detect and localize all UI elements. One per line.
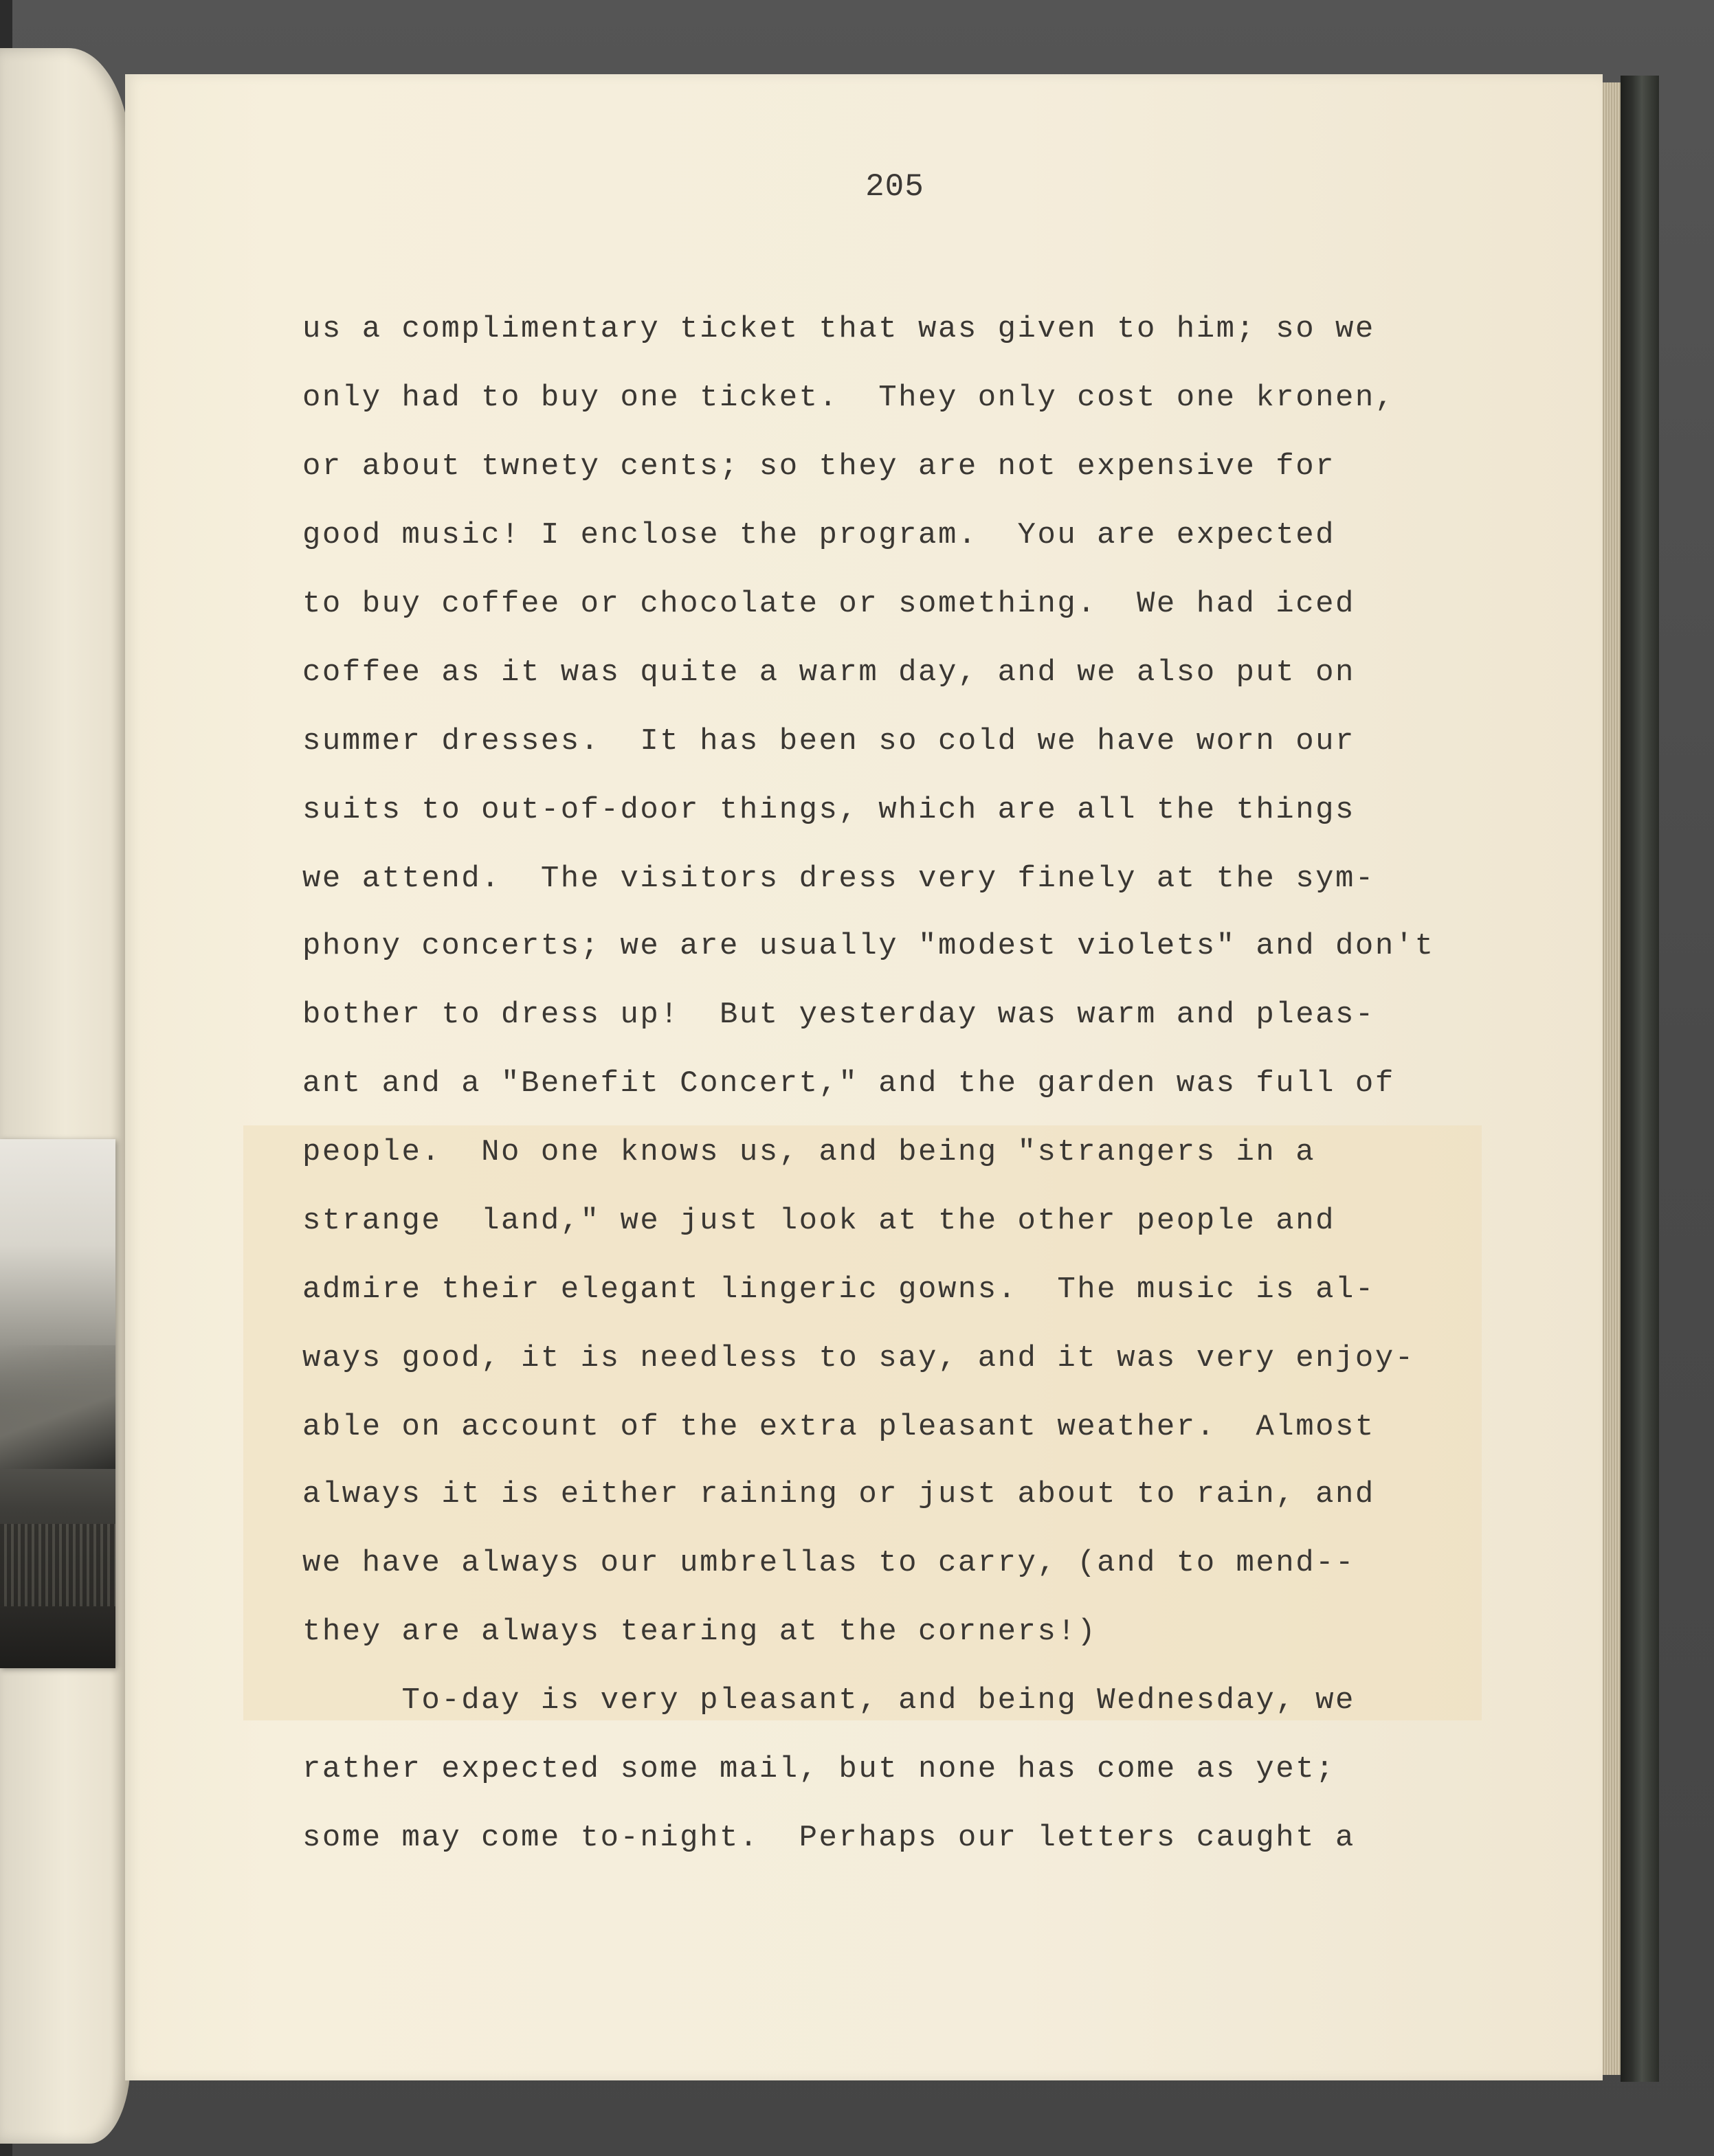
text-line: coffee as it was quite a warm day, and we also put on (302, 655, 1355, 690)
text-line: strange land," we just look at the other people and (302, 1204, 1336, 1238)
text-line: only had to buy one ticket. They only cost one kronen, (302, 381, 1395, 415)
text-line: bother to dress up! But yesterday was warm and pleas- (302, 998, 1375, 1032)
text-line: admire their elegant lingeric gowns. The music is al- (302, 1272, 1375, 1307)
text-line: able on account of the extra pleasant weather. Almost (302, 1410, 1375, 1444)
text-line: they are always tearing at the corners!) (302, 1615, 1098, 1649)
text-line: to buy coffee or chocolate or something. We had iced (302, 587, 1355, 621)
text-line: always it is either raining or just about to rain, and (302, 1477, 1375, 1512)
text-line: or about twnety cents; so they are not expensive for (302, 449, 1336, 484)
mounted-photograph (0, 1139, 115, 1668)
text-line: To-day is very pleasant, and being Wednesday, we (302, 1683, 1355, 1718)
text-line: people. No one knows us, and being "strangers in a (302, 1135, 1316, 1169)
text-line: ways good, it is needless to say, and it was very enjoy- (302, 1341, 1415, 1375)
text-line: good music! I enclose the program. You are expected (302, 518, 1336, 552)
text-line: rather expected some mail, but none has come as yet; (302, 1752, 1336, 1786)
text-line: summer dresses. It has been so cold we have worn our (302, 724, 1355, 759)
page-number: 205 (865, 169, 924, 205)
text-line: us a complimentary ticket that was given to him; so we (302, 312, 1375, 346)
text-line: ant and a "Benefit Concert," and the garden was full of (302, 1066, 1395, 1101)
previous-page-edge (0, 48, 131, 2144)
text-line: phony concerts; we are usually "modest violets" and don't (302, 929, 1435, 963)
text-line: some may come to-night. Perhaps our letters caught a (302, 1821, 1355, 1855)
text-line: we have always our umbrellas to carry, (and to mend-- (302, 1546, 1355, 1580)
typewritten-page (125, 74, 1603, 2080)
page-edges (1601, 82, 1622, 2075)
text-line: we attend. The visitors dress very finely at the sym- (302, 862, 1375, 896)
book-cover-edge (1621, 76, 1659, 2082)
text-line: suits to out-of-door things, which are all the things (302, 793, 1355, 827)
